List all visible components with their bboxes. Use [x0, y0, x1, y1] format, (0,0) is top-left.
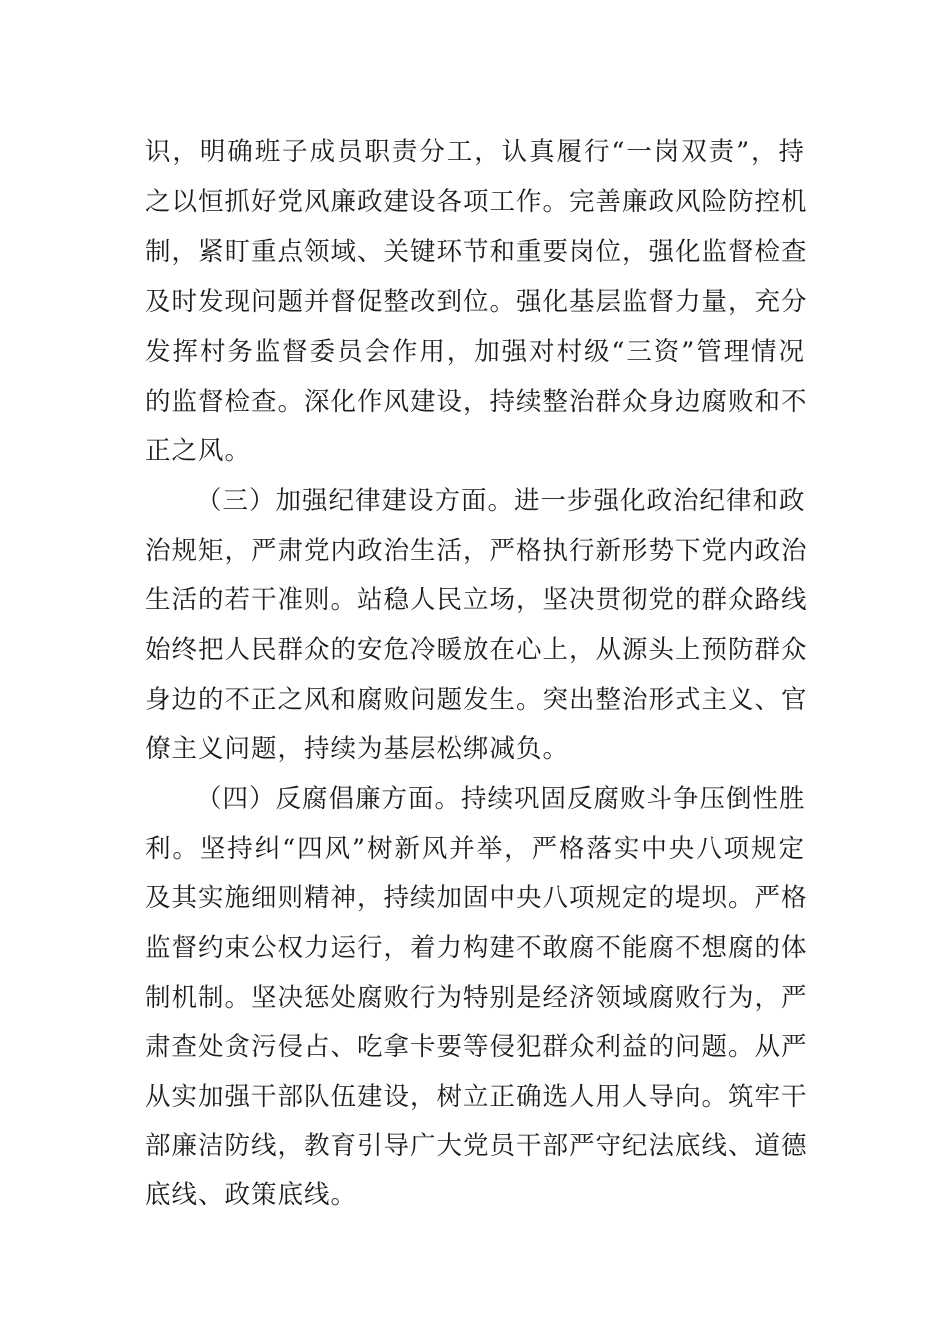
text-line: 监督约束公权力运行，着力构建不敢腐不能腐不想腐的体 [145, 933, 808, 963]
text-line: 治规矩，严肃党内政治生活，严格执行新形势下党内政治 [145, 536, 808, 566]
text-line: 及时发现问题并督促整改到位。强化基层监督力量，充分 [145, 287, 808, 317]
text-line: 制，紧盯重点领域、关键环节和重要岗位，强化监督检查 [145, 237, 808, 267]
text-line: 之以恒抓好党风廉政建设各项工作。完善廉政风险防控机 [145, 187, 808, 217]
text-line: 及其实施细则精神，持续加固中央八项规定的堤坝。严格 [145, 883, 808, 913]
text-line: 从实加强干部队伍建设，树立正确选人用人导向。筑牢干 [145, 1082, 808, 1112]
text-line: 僚主义问题，持续为基层松绑减负。 [145, 734, 570, 764]
text-line: 身边的不正之风和腐败问题发生。突出整治形式主义、官 [145, 685, 808, 715]
text-line: 正之风。 [145, 436, 252, 466]
text-line: （四）反腐倡廉方面。持续巩固反腐败斗争压倒性胜 [196, 784, 806, 814]
text-line: 利。坚持纠“四风”树新风并举，严格落实中央八项规定 [145, 834, 805, 864]
text-line: （三）加强纪律建设方面。进一步强化政治纪律和政 [196, 486, 806, 516]
text-line: 始终把人民群众的安危冷暖放在心上，从源头上预防群众 [145, 635, 808, 665]
text-line: 生活的若干准则。站稳人民立场，坚决贯彻党的群众路线 [145, 585, 808, 615]
text-line: 底线、政策底线。 [145, 1180, 358, 1210]
text-line: 的监督检查。深化作风建设，持续整治群众身边腐败和不 [145, 387, 808, 417]
text-line: 发挥村务监督委员会作用，加强对村级“三资”管理情况 [145, 337, 805, 367]
text-line: 制机制。坚决惩处腐败行为特别是经济领域腐败行为，严 [145, 983, 808, 1013]
text-line: 肃查处贪污侵占、吃拿卡要等侵犯群众利益的问题。从严 [145, 1032, 808, 1062]
text-line: 识，明确班子成员职责分工，认真履行“一岗双责”，持 [145, 137, 805, 167]
text-line: 部廉洁防线，教育引导广大党员干部严守纪法底线、道德 [145, 1131, 808, 1161]
